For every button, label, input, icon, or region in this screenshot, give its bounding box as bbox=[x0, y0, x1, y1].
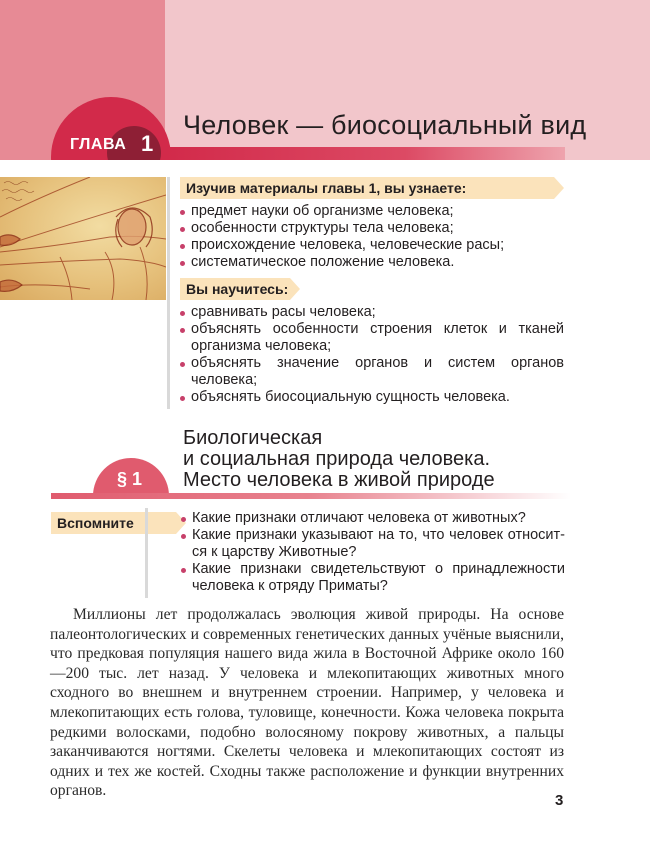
skills-item: объяснять значение органов и систем органов человека; bbox=[180, 355, 564, 389]
paragraph-title bbox=[183, 428, 495, 491]
page-number: 3 bbox=[555, 792, 564, 809]
body-paragraph: Миллионы лет продолжалась эволюция живой природы. На основе палеонтологических и современных генетических данных учёные выяснили, что предковая популяция нашего вида жила в Восточной Африке около 160—200 тыс. лет назад. У человека и млекопитающих животных много сходного во внешнем и внутреннем строении. Например, у человека и млекопитающих есть голова, туловище, конечности. Кожа человека покрыта редкими волосками, подобно волосяному покрову животных, а пальцы заканчиваются ногтями. Скелеты человека и млекопитающих состоят из одних и тех же костей. Сходны также расположение и функции внутренних органов. bbox=[50, 606, 564, 800]
skills-item: объяснять биосоциальную сущность человека. bbox=[180, 389, 564, 406]
paragraph-number: § 1 bbox=[117, 469, 143, 489]
paragraph-underline-bar bbox=[51, 493, 571, 499]
recall-question: Какие признаки отличают человека от животных? bbox=[181, 510, 565, 527]
learn-heading-tag: Изучив материалы главы 1, вы узнаете: bbox=[180, 177, 554, 199]
paragraph-title-line: Биологическая bbox=[183, 427, 323, 449]
chapter-number: 1 bbox=[141, 131, 154, 156]
paragraph-title-line: и социальная природа человека. bbox=[183, 448, 491, 470]
recall-heading-tag: Вспомните bbox=[51, 512, 176, 534]
chapter-title: Человек — биосоциальный вид bbox=[183, 110, 587, 140]
paragraph-title-line: Место человека в живой природе bbox=[183, 469, 495, 491]
skills-item: объяснять особенности строения клеток и тканей организма человека; bbox=[180, 321, 564, 355]
recall-question: Какие признаки свидетельствуют о принадлежности человека к отряду Приматы? bbox=[181, 561, 565, 595]
recall-divider bbox=[145, 508, 148, 598]
skills-item: сравнивать расы человека; bbox=[180, 304, 564, 321]
learn-item: особенности структуры тела человека; bbox=[180, 220, 560, 237]
chapter-label: ГЛАВА bbox=[70, 136, 127, 153]
skills-heading-tag: Вы научитесь: bbox=[180, 278, 290, 300]
learn-item: происхождение человека, человеческие расы; bbox=[180, 237, 560, 254]
recall-question: Какие признаки указывают на то, что человек относится к царству Животные? bbox=[181, 527, 565, 561]
learn-item: систематическое положение человека. bbox=[180, 254, 560, 271]
recall-list bbox=[181, 510, 565, 595]
learn-item: предмет науки об организме человека; bbox=[180, 203, 560, 220]
